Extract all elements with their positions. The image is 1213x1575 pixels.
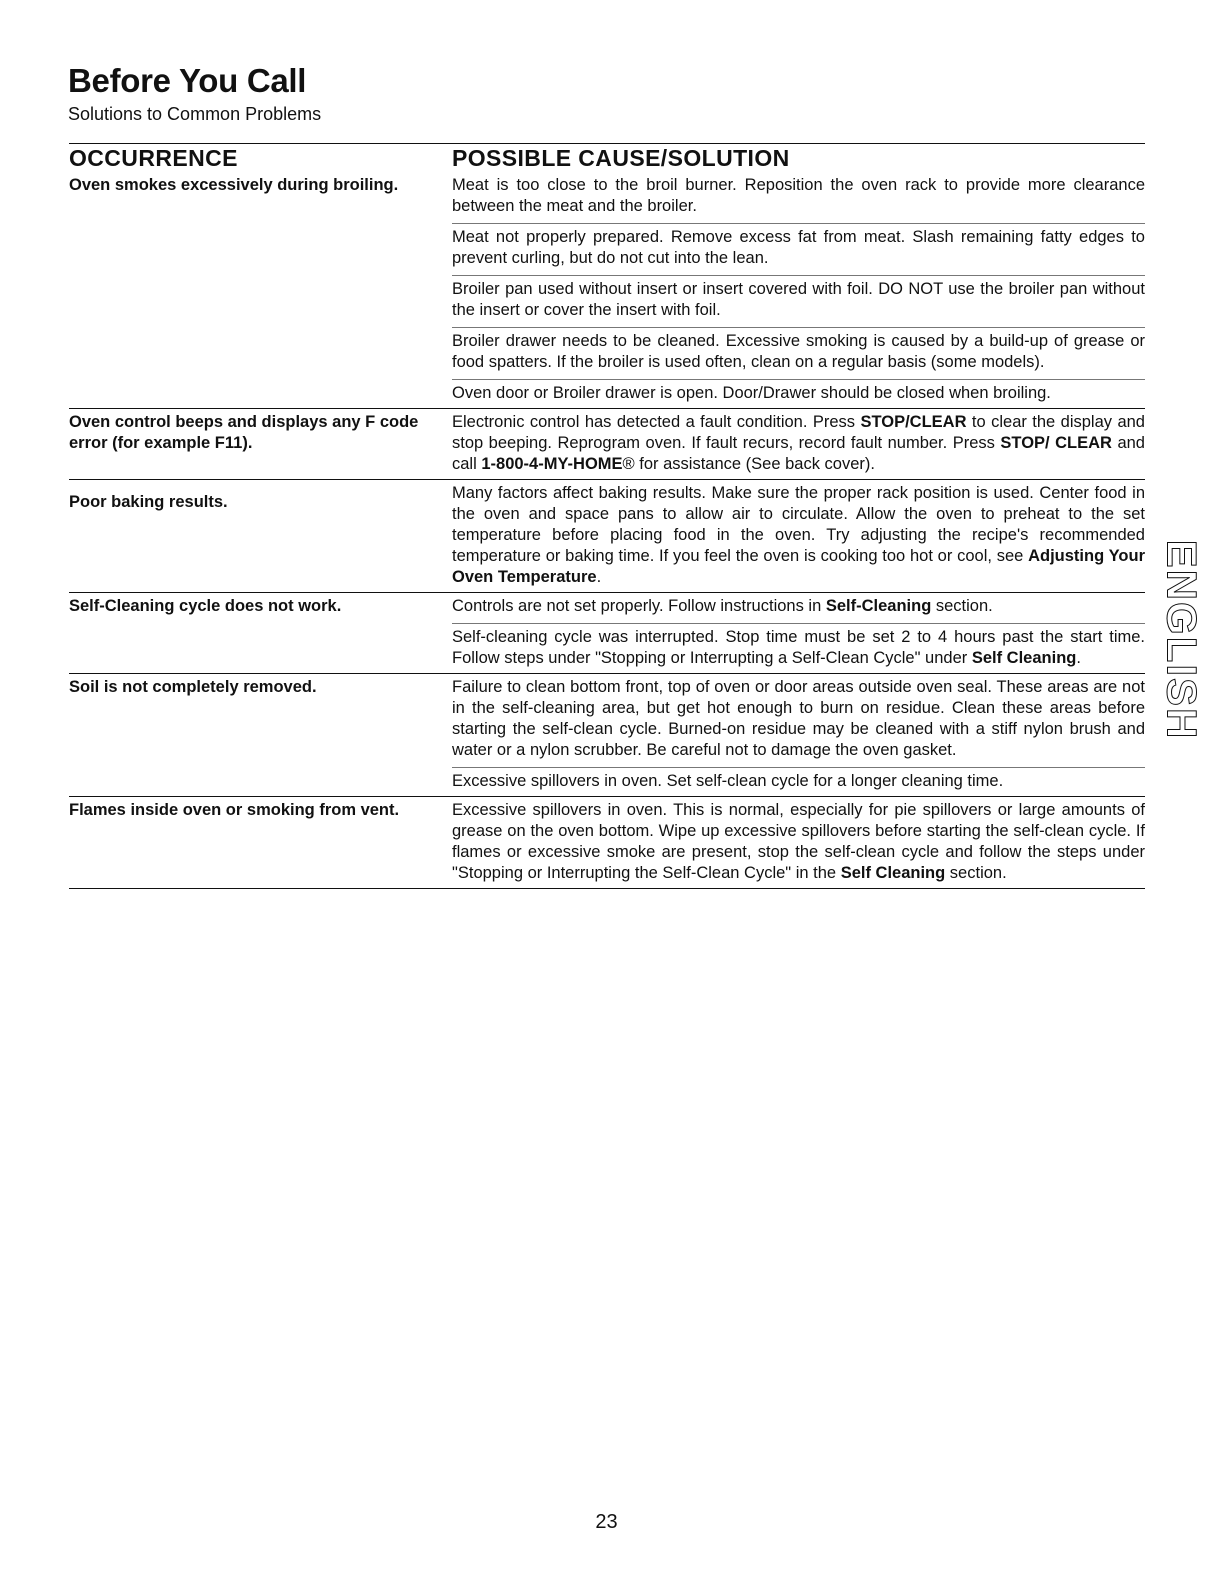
table-row — [69, 673, 1145, 796]
page-title: Before You Call — [68, 62, 307, 99]
solution-item: Failure to clean bottom front, top of oven or door areas outside oven seal. These areas are not in the self-cleaning area, but get hot enough to burn on residue. Clean these areas before starting the self-clean cycle. Burned-on residue may be cleaned with a stiff nylon brush and water or a nylon scrubber. Be careful not to damage the oven gasket. — [452, 678, 1145, 759]
occurrence-cell: Oven smokes excessively during broiling. — [69, 176, 399, 194]
page-number: 23 — [595, 1511, 618, 1533]
language-label: ENGLISH — [1158, 539, 1205, 741]
solution-item — [452, 409, 1145, 479]
solution-emphasis: 1-800-4-MY-HOME — [481, 455, 623, 473]
solution-text: section. — [931, 597, 993, 615]
solution-emphasis: STOP/ CLEAR — [1000, 434, 1112, 452]
occurrence-cell: Poor baking results. — [69, 493, 228, 511]
solution-cell — [452, 674, 1145, 796]
solution-text: Self-cleaning cycle was interrupted. Stop time must be set 2 to 4 hours past the start time. Follow steps under "Stopping or Interrupting a Self-Clean Cycle" under — [452, 628, 1145, 667]
solution-text: . — [596, 568, 602, 586]
troubleshooting-table — [69, 143, 1145, 889]
occurrence-cell: Self-Cleaning cycle does not work. — [69, 597, 342, 615]
occurrence-column-header: OCCURRENCE — [69, 145, 238, 171]
table-row — [69, 172, 1145, 408]
solution-text: Excessive spillovers in oven. This is normal, especially for pie spillovers or large amounts of grease on the oven bottom. Wipe up excessive spillovers before starting the self-clean cycle. If flames or excessive smoke are present, stop the self-clean cycle and follow the steps under "Stopping or Interrupting the Self-Clean Cycle" in the — [452, 801, 1145, 882]
solution-text: Controls are not set properly. Follow instructions in — [452, 597, 826, 615]
solution-emphasis: Adjusting Your Oven Temperature — [452, 547, 1145, 586]
solution-text: ® for assistance (See back cover). — [622, 455, 875, 473]
solution-item — [452, 593, 1145, 621]
solution-item: Excessive spillovers in oven. Set self-clean cycle for a longer cleaning time. — [452, 767, 1145, 796]
table-bottom-rule — [69, 888, 1145, 889]
solution-emphasis: Self-Cleaning — [825, 597, 932, 615]
solution-cell — [452, 480, 1145, 592]
solution-column-header: POSSIBLE CAUSE/SOLUTION — [452, 145, 790, 171]
solution-cell — [452, 593, 1145, 673]
solution-text: section. — [945, 864, 1007, 882]
solution-item — [452, 797, 1145, 888]
solution-cell — [452, 172, 1145, 408]
solution-item — [452, 623, 1145, 673]
solution-emphasis: Self Cleaning — [840, 864, 946, 882]
table-row — [69, 408, 1145, 479]
table-row — [69, 796, 1145, 888]
solution-cell — [452, 797, 1145, 888]
solution-text: and call — [452, 434, 1145, 473]
page-subtitle: Solutions to Common Problems — [68, 104, 322, 124]
table-row — [69, 479, 1145, 592]
solution-item — [452, 480, 1145, 592]
occurrence-cell: Oven control beeps and displays any F code error (for example F11). — [69, 413, 419, 452]
solution-text: . — [1076, 649, 1081, 667]
table-row — [69, 592, 1145, 673]
solution-item: Oven door or Broiler drawer is open. Door/Drawer should be closed when broiling. — [452, 379, 1145, 408]
occurrence-cell: Soil is not completely removed. — [69, 678, 317, 696]
solution-item: Broiler drawer needs to be cleaned. Excessive smoking is caused by a build-up of grease or food spatters. If the broiler is used often, clean on a regular basis (some models). — [452, 327, 1145, 377]
solution-text: Electronic control has detected a fault condition. Press — [452, 413, 861, 431]
solution-text: Many factors affect baking results. Make sure the proper rack position is used. Center food in the oven and space pans to allow air to circulate. Allow the oven to preheat to the set temperature before placing food in the oven. Try adjusting the recipe's recommended temperature or baking time. If you feel the oven is cooking too hot or cool, see — [452, 484, 1145, 565]
language-side-tab — [1158, 539, 1205, 741]
solution-item: Meat is too close to the broil burner. Reposition the oven rack to provide more clearance between the meat and the broiler. — [452, 176, 1145, 215]
solution-cell — [452, 409, 1145, 479]
solution-emphasis: STOP/CLEAR — [860, 413, 967, 431]
solution-emphasis: Self Cleaning — [971, 649, 1077, 667]
table-header — [69, 143, 1145, 172]
solution-text: to clear the display and stop beeping. Reprogram oven. If fault recurs, record fault number. Press — [452, 413, 1145, 452]
occurrence-cell: Flames inside oven or smoking from vent. — [69, 801, 400, 819]
solution-item: Broiler pan used without insert or insert covered with foil. DO NOT use the broiler pan without the insert or cover the insert with foil. — [452, 275, 1145, 325]
solution-item: Meat not properly prepared. Remove excess fat from meat. Slash remaining fatty edges to prevent curling, but do not cut into the lean. — [452, 223, 1145, 273]
